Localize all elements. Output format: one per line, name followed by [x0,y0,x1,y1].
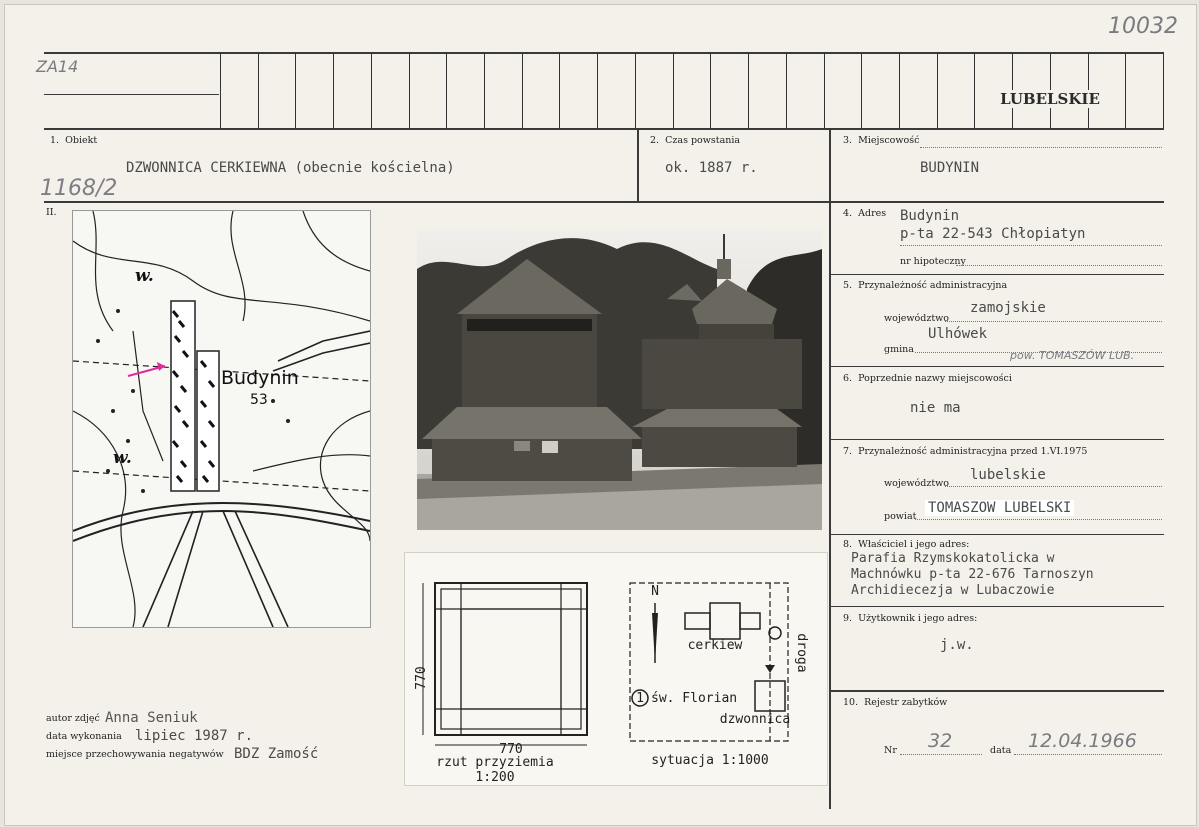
plan-caption-2: 1:200 [475,770,515,785]
field-powiat-value: TOMASZOW LUBELSKI [925,500,1074,516]
north-marker: N [651,584,659,599]
voivodeship-header: LUBELSKIE [980,90,1120,108]
archive-number: 10032 [1108,14,1178,39]
field-powiat-label: powiat [884,511,917,522]
belfry-photo [417,229,822,530]
field-uzytkownik-value: j.w. [940,637,974,653]
top-grid-line [44,94,219,95]
corner-code: ZA14 [36,57,79,76]
location-map [72,210,371,628]
dotted-line [915,519,1162,520]
map-place-name: Budynin [221,367,299,389]
field-obiekt-value: DZWONNICA CERKIEWNA (obecnie kościelna) [126,160,455,176]
site-saint-marker: 1 [636,691,644,706]
field-gmina-value: Ulhówek [928,326,988,342]
credit-miejsce-value: BDZ Zamość [234,746,319,762]
dotted-line [920,147,1162,148]
row-line [831,366,1164,367]
row-line [831,606,1164,607]
site-road-label: droga [794,633,809,673]
field-rejestr-nr-value: 32 [928,730,953,752]
field-czas-value: ok. 1887 r. [665,160,758,176]
row-line [831,439,1164,440]
field-przed-woj-value: lubelskie [970,467,1046,483]
field-poprzednie-value: nie ma [910,400,961,416]
dotted-line [945,486,1162,487]
field-miejscowosc-label: 3. Miejscowość [843,135,920,146]
map-marker-2: w. [113,448,132,468]
field-poprzednie-label: 6. Poprzednie nazwy miejscowości [843,373,1012,384]
section-ii-label: II. [46,207,57,218]
row-line [831,274,1164,275]
field-adres-line2: p-ta 22-543 Chłopiatyn [900,226,1086,242]
field-gmina-label: gmina [884,344,914,355]
field-rejestr-data-value: 12.04.1966 [1028,730,1137,752]
credit-autor-value: Anna Seniuk [105,710,198,726]
dim-vertical: 770 [414,666,429,690]
field-woj-label: województwo [884,313,950,324]
field-przynaleznosc-label: 5. Przynależność administracyjna [843,280,1008,291]
site-church-label: cerkiew [687,638,743,653]
inventory-handwritten: 1168/2 [40,176,118,201]
row-line [44,201,1164,203]
row-line [831,690,1164,692]
topographic-map [73,211,370,627]
site-belfry-label: dzwonnica [719,712,791,727]
field-miejscowosc-value: BUDYNIN [920,160,980,176]
row-line [831,534,1164,535]
credit-data-label: data wykonania [46,731,122,742]
field-uzytkownik-label: 9. Użytkownik i jego adres: [843,613,978,624]
dotted-line [900,754,982,755]
field-czas-label: 2. Czas powstania [650,135,741,146]
field-woj-value: zamojskie [970,300,1046,316]
site-caption: sytuacja 1:1000 [651,753,769,768]
map-marker: w. [135,266,154,286]
top-grid-line [44,128,1164,130]
credit-autor-label: autor zdjęć [46,713,100,724]
field-adres-label: 4. Adres [843,208,887,219]
field-wlasciciel-line2: Machnówku p-ta 22-676 Tarnoszyn [851,567,1094,582]
dotted-line [956,265,1162,266]
field-przed1975-label: 7. Przynależność administracyjna przed 1.VI.1975 [843,446,1088,457]
site-saint-label: św. Florian [651,691,738,706]
field-obiekt-label: 1. Obiekt [50,135,98,146]
col-line [829,129,831,809]
dotted-line [900,245,1162,246]
field-adres-line1: Budynin [900,208,960,224]
dotted-line [1014,754,1162,755]
dotted-line [945,321,1162,322]
plan-drawings [404,552,828,786]
field-rejestr-data-label: data [990,745,1012,756]
field-rejestr-nr-label: Nr [884,745,897,756]
field-hipoteczny-label: nr hipoteczny [900,256,966,267]
belfry-photo-image [417,229,822,530]
credit-data-value: lipiec 1987 r. [135,728,254,744]
floor-plan-and-site [405,553,827,785]
field-wlasciciel-label: 8. Właściciel i jego adres: [843,539,970,550]
field-wlasciciel-line1: Parafia Rzymskokatolicka w [851,551,1055,566]
plan-caption-1: rzut przyziemia [436,755,554,770]
field-przed-woj-label: województwo [884,478,950,489]
handwritten-county-note: pow. TOMASZÓW LUB. [1010,349,1135,362]
field-rejestr-label: 10. Rejestr zabytków [843,697,948,708]
map-number: 53 [250,392,268,408]
field-wlasciciel-line3: Archidiecezja w Lubaczowie [851,583,1055,598]
dim-horizontal: 770 [499,742,523,757]
credit-miejsce-label: miejsce przechowywania negatywów [46,749,224,760]
col-line [637,129,639,201]
